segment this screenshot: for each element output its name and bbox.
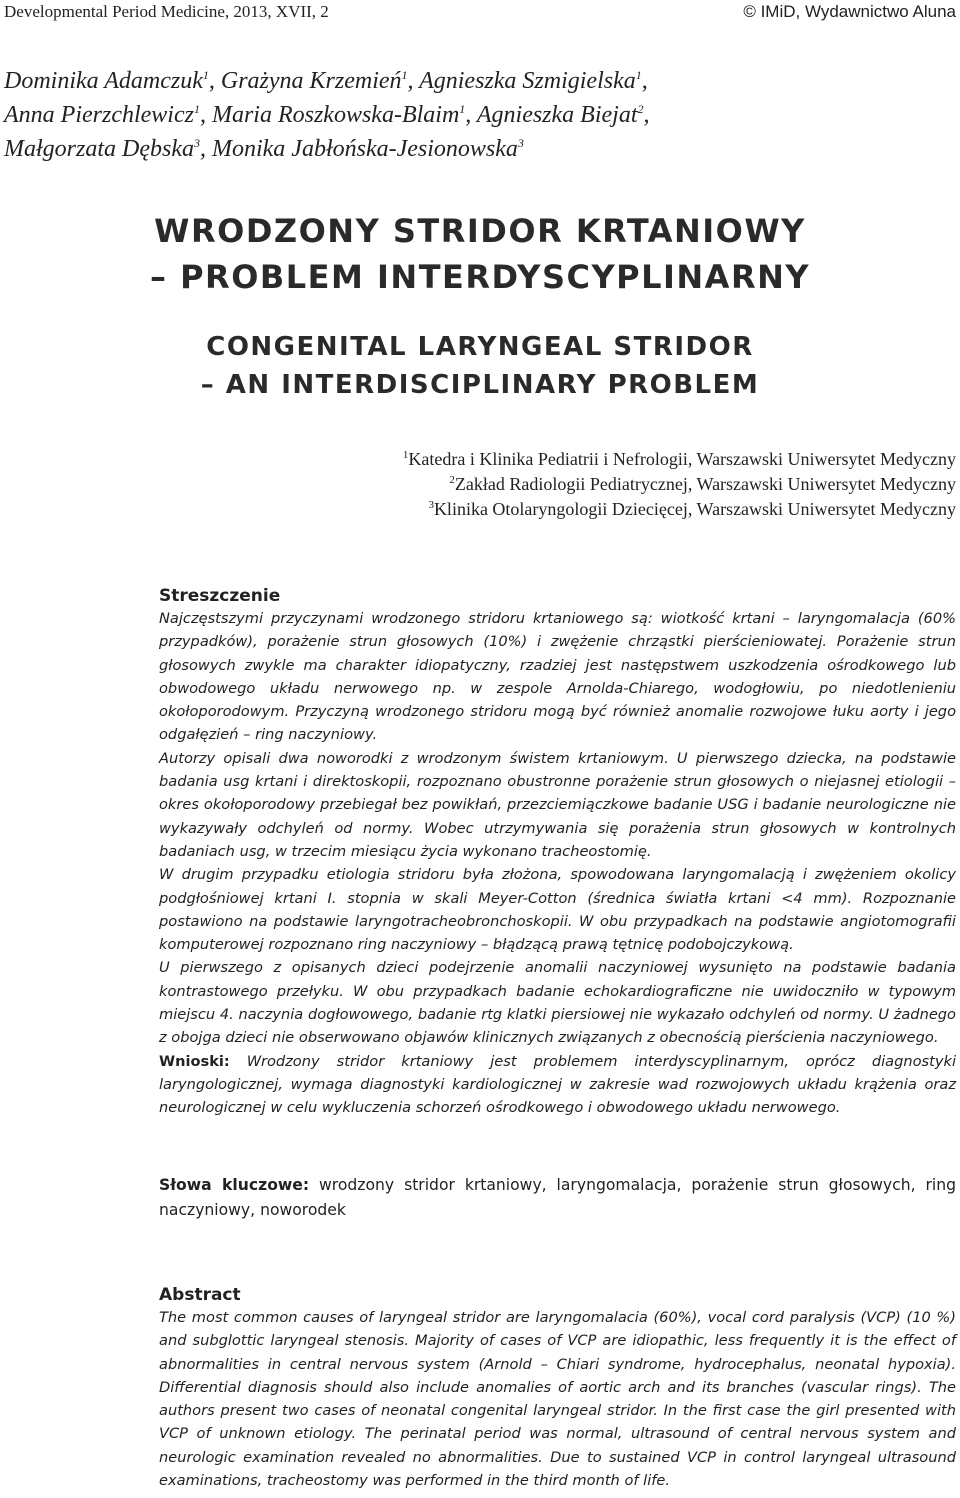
author-affiliation-number: 1 (635, 68, 642, 82)
author-name: Dominika Adamczuk (4, 68, 203, 94)
conclusions-text: Wrodzony stridor krtaniowy jest problemem interdyscyplinarnym, oprócz diagnostyki laryngologicznej, wymaga diagnostyki kardiologicznej w zakresie wad rozwojowych układu krążenia oraz neurologicznej w celu wykluczenia schorzeń ośrodkowego i obwodowego układu nerwowego. (159, 1052, 957, 1117)
affiliation-text: Zakład Radiologii Pediatrycznej, Warszawski Uniwersytet Medyczny (454, 474, 956, 494)
author-affiliation-number: 1 (193, 102, 200, 116)
author-affiliation-number: 2 (637, 102, 644, 116)
author-affiliation-number: 1 (459, 102, 466, 116)
title-english-line1: CONGENITAL LARYNGEAL STRIDOR (206, 332, 754, 362)
title-polish-line2: – PROBLEM INTERDYSCYPLINARNY (149, 258, 811, 296)
abstract-section (159, 1284, 956, 1492)
affiliation-text: Klinika Otolaryngologii Dziecięcej, Warszawski Uniwersytet Medyczny (433, 499, 956, 519)
author-name: Anna Pierzchlewicz (4, 102, 194, 128)
conclusions-label: Wnioski: (159, 1052, 230, 1070)
affiliation-number: 1 (402, 449, 409, 461)
author-name: Monika Jabłońska-Jesionowska (211, 136, 518, 162)
streszczenie-paragraph: Najczęstszymi przyczynami wrodzonego stridoru krtaniowego są: wiotkość krtani – laryngomalacja (60% przypadków), porażenie strun głosowych (10%) i zwężenie chrząstki pierścieniowatej. Porażenie strun głosowych zwykle ma charakter idiopatyczny, rzadziej jest następstwem uszkodzenia ośrodkowego lub obwodowego układu nerwowego np. w zespole Arnolda-Chiarego, wodogłowiu, po niedotlenieniu okołoporodowym. Przyczyną wrodzonego stridoru mogą być również anomalie rozwojowe łuku aorty i jego odgałęzień – ring naczyniowy. (159, 610, 956, 744)
keywords-paragraph (159, 1173, 956, 1223)
streszczenie-paragraph: U pierwszego z opisanych dzieci podejrzenie anomalii naczyniowej wysunięto na podstawie badania kontrastowego przełyku. W obu przypadkach badanie echokardiograficzne nie uwidoczniło w typowym miejscu 4. naczynia dogłowowego, badanie rtg klatki piersiowej nie wykazało odchyleń od normy. U żadnego z obojga dzieci nie obserwowano objawów klinicznych związanych z obecnością pierścienia naczyniowego. (159, 959, 956, 1047)
affiliation-number: 3 (428, 499, 434, 511)
affiliation-item (403, 447, 956, 472)
affiliation-number: 2 (449, 474, 455, 486)
affiliation-text: Katedra i Klinika Pediatrii i Nefrologii, Warszawski Uniwersytet Medyczny (408, 449, 956, 469)
keywords-label: Słowa kluczowe: (159, 1176, 310, 1194)
keywords-section (159, 1173, 956, 1223)
title-english-line2: – AN INTERDISCIPLINARY PROBLEM (200, 370, 760, 400)
author-name: Agnieszka Biejat (476, 102, 638, 128)
affiliation-item (403, 472, 956, 497)
keywords-text: wrodzony stridor krtaniowy, laryngomalacja, porażenie strun głosowych, ring naczyniowy, noworodek (159, 1176, 956, 1219)
author-list: Dominika Adamczuk$^1$, Grażyna Krzemień$^1$, Agnieszka Szmigielska$^1$, Anna Pierzchlewicz$^1$, Maria Roszkowska-Blaim$^1$, Agnieszka Biejat$^2$, Małgorzata Dębska$^3$, Monika Jabłońska-Jesionowska$^3$ (4, 68, 650, 162)
conclusions-paragraph (159, 1050, 956, 1120)
publisher-header: © IMiD, Wydawnictwo Aluna (743, 2, 956, 21)
abstract-heading: Abstract (159, 1285, 241, 1305)
streszczenie-heading: Streszczenie (159, 586, 281, 606)
affiliation-list (403, 447, 956, 522)
streszczenie-section (159, 585, 956, 1120)
title-polish (0, 208, 960, 300)
title-english (0, 328, 960, 404)
title-polish-line1: WRODZONY STRIDOR KRTANIOWY (154, 212, 806, 250)
author-name: Grażyna Krzemień (220, 68, 402, 94)
streszczenie-paragraph: W drugim przypadku etiologia stridoru była złożona, spowodowana laryngomalacją i zwężeniem okolicy podgłośniowej krtani I. stopnia w skali Meyer-Cotton (średnica światła krtani <4 mm). Rozpoznanie postawiono na podstawie laryngotracheobronchoskopii. W obu przypadkach na podstawie angiotomografii komputerowej rozpoznano ring naczyniowy – błądzącą prawą tętnicę podobojczykową. (159, 866, 956, 954)
author-affiliation-number: 1 (401, 68, 408, 82)
author-name: Maria Roszkowska-Blaim (211, 102, 460, 128)
author-affiliation-number: 1 (202, 68, 209, 82)
affiliation-item (403, 497, 956, 522)
author-affiliation-number: 3 (193, 136, 200, 150)
journal-header: Developmental Period Medicine, 2013, XVII, 2 (4, 2, 329, 21)
author-name: Małgorzata Dębska (4, 136, 194, 162)
abstract-paragraph: The most common causes of laryngeal stridor are laryngomalacia (60%), vocal cord paralysis (VCP) (10 %) and subglottic laryngeal stenosis. Majority of cases of VCP are idiopathic, less frequently it is the effect of abnormalities in central nervous system (Arnold – Chiari syndrome, hydrocephalus, neonatal hypoxia). Differential diagnosis should also include anomalies of aortic arch and its branches (vascular rings). The authors present two cases of neonatal congenital laryngeal stridor. In the first case the girl presented with VCP of unknown etiology. The perinatal period was normal, ultrasound of central nervous system and neurologic examination revealed no abnormalities. Due to sustained VCP in control laryngeal ultrasound examinations, tracheostomy was performed in the third month of life. (159, 1309, 956, 1490)
author-name: Agnieszka Szmigielska (419, 68, 636, 94)
author-affiliation-number: 3 (517, 136, 524, 150)
streszczenie-paragraph: Autorzy opisali dwa noworodki z wrodzonym świstem krtaniowym. U pierwszego dziecka, na podstawie badania usg krtani i direktoskopii, rozpoznano obustronne porażenie strun głosowych o niejasnej etiologii – okres okołoporodowy przebiegał bez powikłań, przezciemiączkowe badanie USG i badanie neurologiczne nie wykazywały odchyleń od normy. Wobec utrzymywania się porażenia strun głosowych w kontrolnych badaniach usg, w trzecim miesiącu życia wykonano tracheostomię. (159, 749, 956, 860)
